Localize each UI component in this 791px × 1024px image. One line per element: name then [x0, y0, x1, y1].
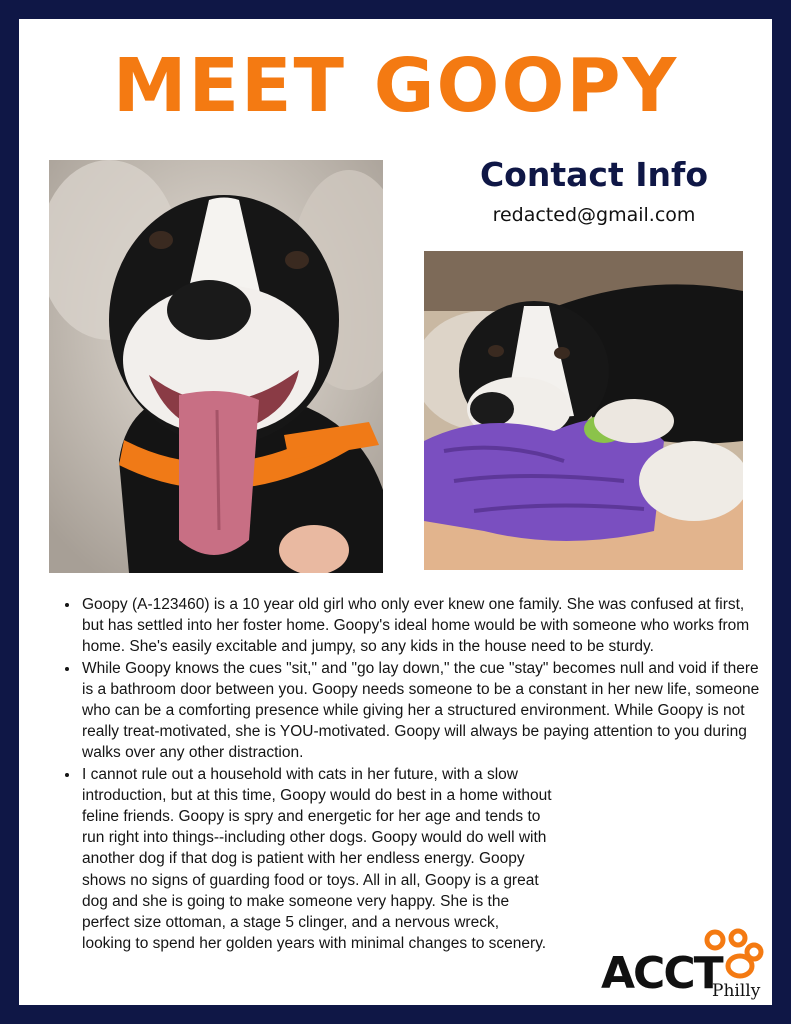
contact-heading: Contact Info [479, 155, 709, 194]
logo-main-text: ACCT [601, 948, 722, 999]
page-title: MEET GOOPY [112, 43, 679, 129]
flyer-page [19, 19, 772, 1005]
contact-email[interactable]: redacted@gmail.com [492, 204, 696, 226]
acct-philly-logo [597, 926, 767, 1002]
main-dog-photo [49, 160, 383, 573]
bio-item: • Goopy (A-123460) is a 10 year old girl who only ever knew one family. She was confused at first, but has settled into her foster home. Goopy's ideal home would be with someone who works from home. She's easily excitable and jumpy, so any kids in the house need to be sturdy. [80, 594, 760, 658]
bio-item: • While Goopy knows the cues "sit," and "go lay down," the cue "stay" becomes null and void if there is a bathroom door between you. Goopy needs someone to be a constant in her new life, someone who can be a comforting presence while giving her a structured environment. While Goopy is not really treat-motivated, she is YOU-motivated. Goopy will always be paying attention to you during walks over any other distraction. [80, 658, 760, 764]
logo-sub-text: Philly [712, 981, 761, 1001]
side-dog-photo [424, 251, 743, 570]
bio-list [60, 594, 760, 954]
bio-item: • I cannot rule out a household with cats in her future, with a slow introduction, but at this time, Goopy would do best in a home without feline friends. Goopy is spry and energetic for her age and tends to run right into things--including other dogs. Goopy would do well with another dog if that dog is patient with her endless energy. Goopy shows no signs of guarding food or toys. All in all, Goopy is a great dog and she is going to make someone very happy. She is the perfect size ottoman, a stage 5 clinger, and a nervous wreck, looking to spend her golden years with minimal changes to scenery. [80, 764, 552, 955]
